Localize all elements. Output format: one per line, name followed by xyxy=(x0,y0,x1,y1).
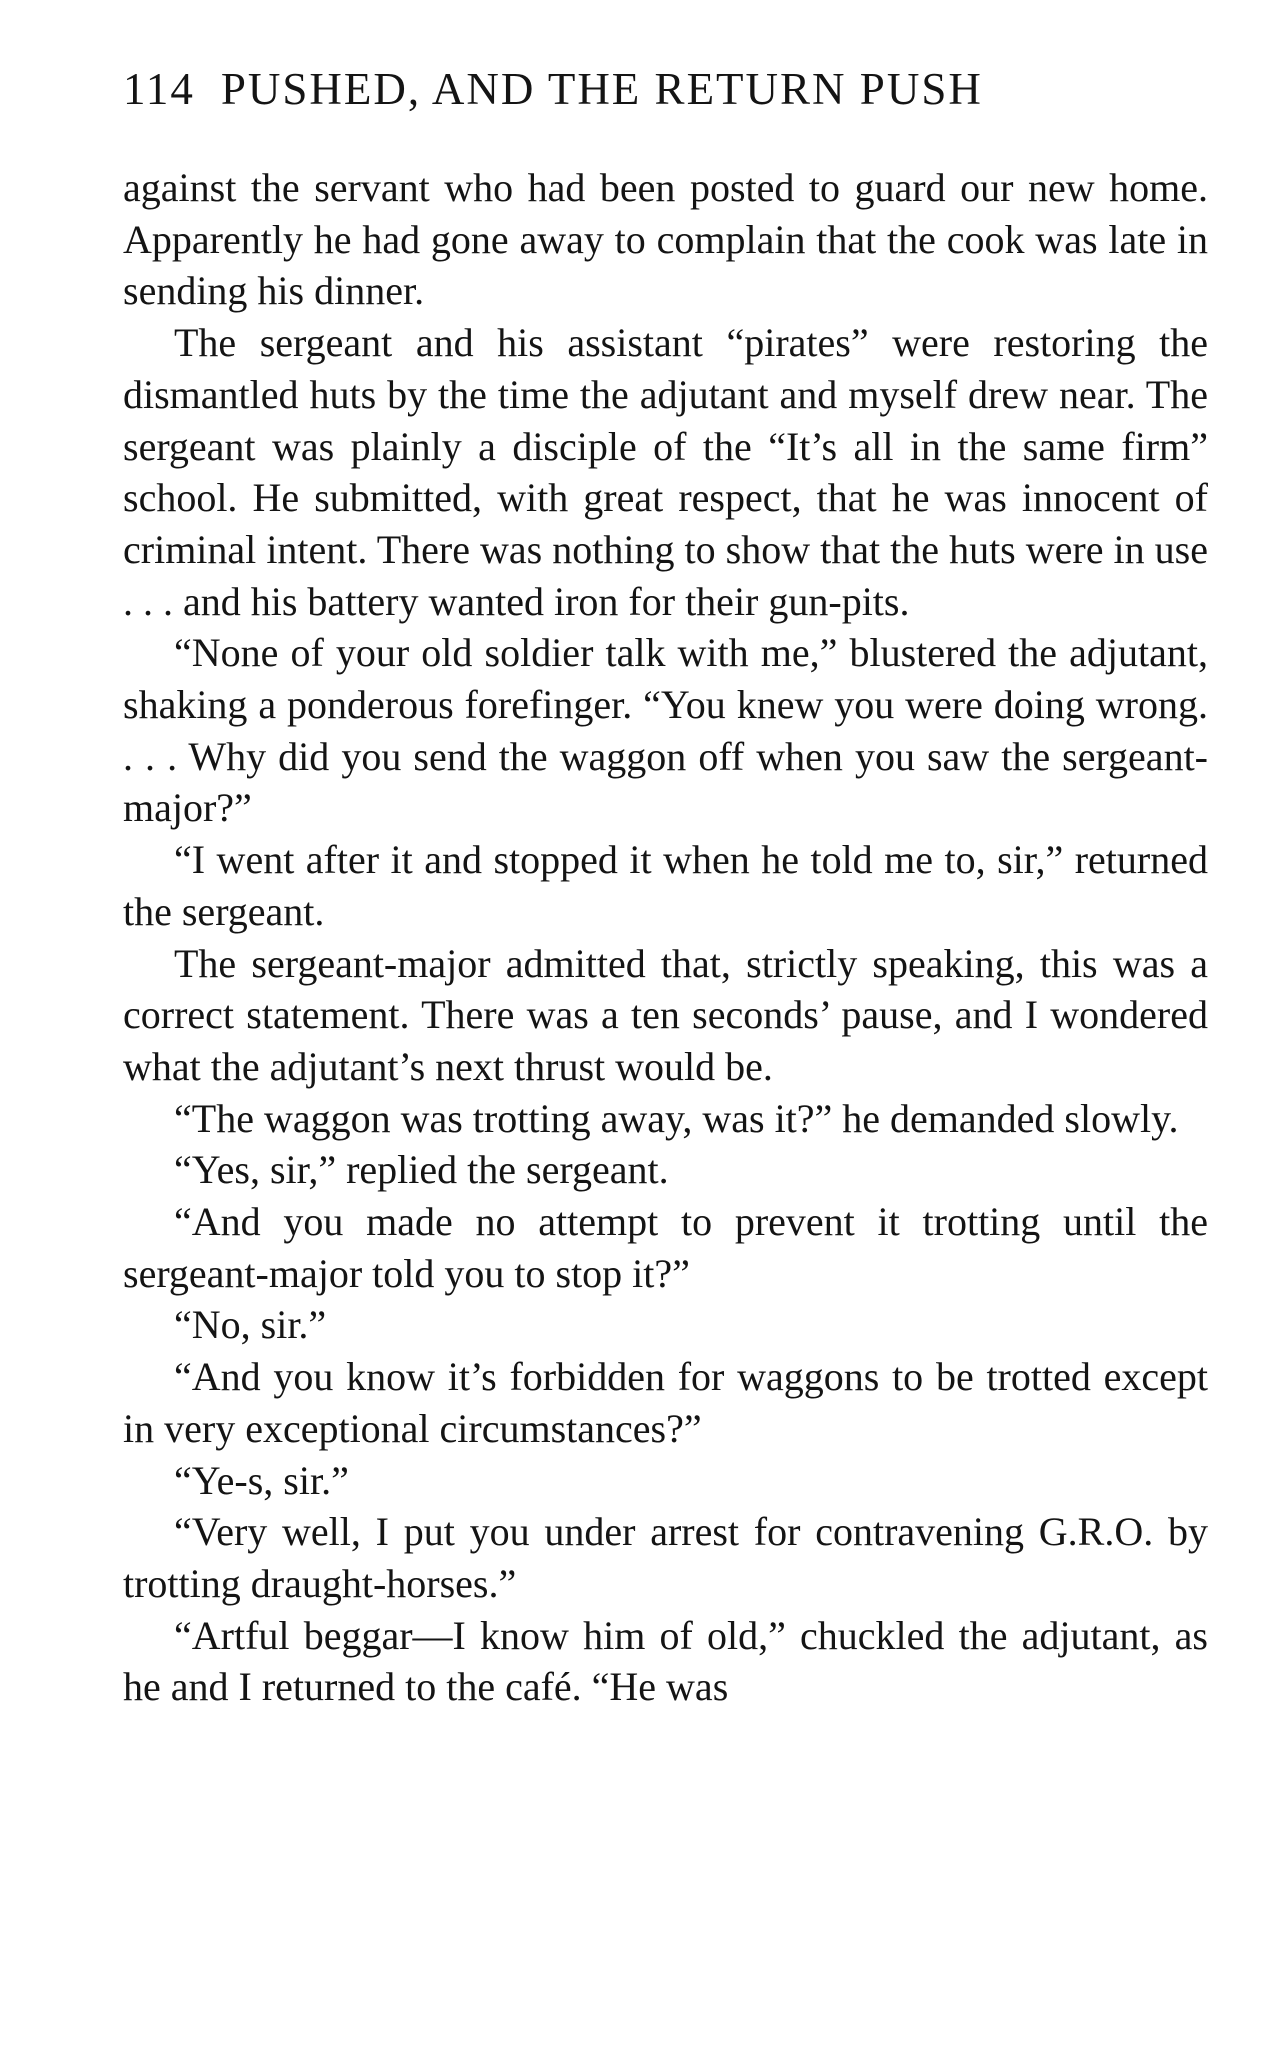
paragraph: “And you know it’s forbidden for waggons to be trotted except in very exceptional circumstances?” xyxy=(123,1354,1208,1451)
paragraph: against the servant who had been posted to guard our new home. Apparently he had gone away to complain that the cook was late in sending his dinner. xyxy=(123,165,1208,314)
paragraph: “Very well, I put you under arrest for contravening G.R.O. by trotting draught-horses.” xyxy=(123,1509,1208,1606)
book-page xyxy=(123,62,1208,1713)
paragraph: “And you made no attempt to prevent it trotting until the sergeant-major told you to stop it?” xyxy=(123,1199,1208,1296)
paragraph: “Artful beggar—I know him of old,” chuckled the adjutant, as he and I returned to the café. “He was xyxy=(123,1612,1208,1710)
running-title: PUSHED, AND THE RETURN PUSH xyxy=(220,64,983,114)
paragraph: “Yes, sir,” replied the sergeant. xyxy=(174,1147,669,1193)
body-text xyxy=(123,162,1208,1713)
page-number: 114 xyxy=(123,64,195,114)
paragraph: “The waggon was trotting away, was it?” he demanded slowly. xyxy=(174,1095,1179,1141)
running-head xyxy=(123,62,1208,116)
paragraph: The sergeant and his assistant “pirates” were restoring the dismantled huts by the time the adjutant and myself drew near. The sergeant was plainly a disciple of the “It’s all in the same firm” school. He submitted, with great respect, that he was innocent of criminal intent. There was nothing to show that the huts were in use . . . and his battery wanted iron for their gun-pits. xyxy=(123,320,1208,624)
paragraph: “Ye-s, sir.” xyxy=(174,1457,349,1503)
paragraph: “No, sir.” xyxy=(174,1302,327,1348)
paragraph: The sergeant-major admitted that, strictly speaking, this was a correct statement. There was a ten seconds’ pause, and I wondered what the adjutant’s next thrust would be. xyxy=(123,940,1208,1089)
paragraph: “I went after it and stopped it when he told me to, sir,” returned the sergeant. xyxy=(123,837,1208,934)
paragraph: “None of your old soldier talk with me,” blustered the adjutant, shaking a ponderous forefinger. “You knew you were doing wrong. . . . Why did you send the waggon off when you saw the sergeant-major?” xyxy=(123,630,1208,831)
